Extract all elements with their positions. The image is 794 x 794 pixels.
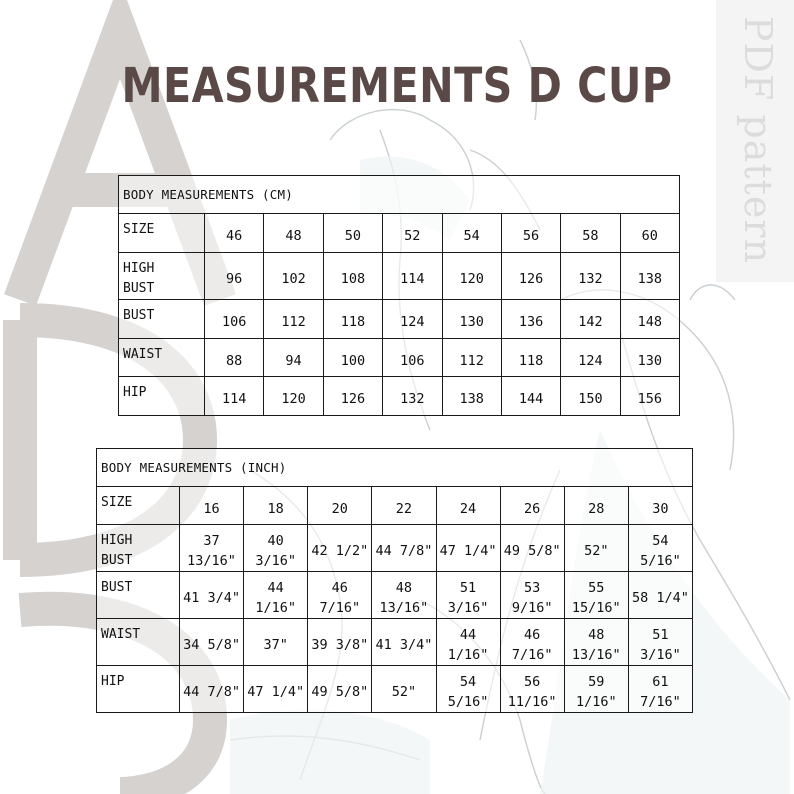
table-cell: 37" <box>244 619 308 666</box>
table-cell: 126 <box>501 253 560 300</box>
table-cell: 56 11/16" <box>500 666 564 713</box>
row-label: HIGH BUST <box>119 253 205 300</box>
table-cell: 50 <box>323 214 382 253</box>
table-cell: 44 7/8" <box>372 525 436 572</box>
table-cell: 94 <box>264 339 323 377</box>
table-cell: 120 <box>264 377 323 416</box>
table-cell: 52" <box>564 525 628 572</box>
table-cell: 126 <box>323 377 382 416</box>
table-cell: 52" <box>372 666 436 713</box>
table-cell: 56 <box>501 214 560 253</box>
table-cell: 48 13/16" <box>564 619 628 666</box>
table-cell: 46 <box>205 214 264 253</box>
side-label-text: PDF pattern <box>736 15 781 265</box>
row-label: HIGH BUST <box>97 525 180 572</box>
table-cell: 106 <box>205 300 264 339</box>
row-label: BUST <box>119 300 205 339</box>
table-cell: 42 1/2" <box>308 525 372 572</box>
cm-table-header: BODY MEASUREMENTS (CM) <box>119 176 680 214</box>
table-cell: 96 <box>205 253 264 300</box>
table-cell: 55 15/16" <box>564 572 628 619</box>
table-cell: 39 3/8" <box>308 619 372 666</box>
table-cell: 148 <box>620 300 679 339</box>
table-cell: 58 <box>561 214 620 253</box>
row-label: HIP <box>97 666 180 713</box>
side-label <box>736 15 781 265</box>
table-cell: 30 <box>628 487 692 525</box>
inch-measurements-table <box>96 448 693 713</box>
table-cell: 24 <box>436 487 500 525</box>
table-cell: 156 <box>620 377 679 416</box>
table-cell: 106 <box>383 339 442 377</box>
row-label: WAIST <box>97 619 180 666</box>
row-label: WAIST <box>119 339 205 377</box>
table-cell: 59 1/16" <box>564 666 628 713</box>
table-cell: 112 <box>442 339 501 377</box>
table-cell: 40 3/16" <box>244 525 308 572</box>
table-cell: 136 <box>501 300 560 339</box>
table-cell: 54 5/16" <box>628 525 692 572</box>
table-row <box>119 300 680 339</box>
row-label: SIZE <box>119 214 205 253</box>
table-cell: 138 <box>620 253 679 300</box>
table-cell: 130 <box>620 339 679 377</box>
table-cell: 48 13/16" <box>372 572 436 619</box>
table-cell: 22 <box>372 487 436 525</box>
table-row <box>97 666 693 713</box>
table-cell: 58 1/4" <box>628 572 692 619</box>
table-cell: 34 5/8" <box>180 619 244 666</box>
table-cell: 46 7/16" <box>500 619 564 666</box>
table-row <box>97 487 693 525</box>
table-cell: 44 1/16" <box>436 619 500 666</box>
table-cell: 37 13/16" <box>180 525 244 572</box>
table-row <box>119 253 680 300</box>
table-cell: 118 <box>501 339 560 377</box>
table-cell: 100 <box>323 339 382 377</box>
table-row <box>119 339 680 377</box>
table-cell: 53 9/16" <box>500 572 564 619</box>
table-cell: 52 <box>383 214 442 253</box>
table-cell: 142 <box>561 300 620 339</box>
table-cell: 54 5/16" <box>436 666 500 713</box>
table-cell: 47 1/4" <box>244 666 308 713</box>
table-cell: 46 7/16" <box>308 572 372 619</box>
table-cell: 124 <box>561 339 620 377</box>
table-cell: 138 <box>442 377 501 416</box>
table-cell: 48 <box>264 214 323 253</box>
table-cell: 41 3/4" <box>180 572 244 619</box>
row-label: SIZE <box>97 487 180 525</box>
table-cell: 47 1/4" <box>436 525 500 572</box>
table-cell: 16 <box>180 487 244 525</box>
table-cell: 44 7/8" <box>180 666 244 713</box>
table-cell: 144 <box>501 377 560 416</box>
cm-measurements-table <box>118 175 680 416</box>
table-row <box>97 572 693 619</box>
table-cell: 118 <box>323 300 382 339</box>
row-label: HIP <box>119 377 205 416</box>
table-cell: 41 3/4" <box>372 619 436 666</box>
table-cell: 44 1/16" <box>244 572 308 619</box>
table-cell: 108 <box>323 253 382 300</box>
table-cell: 49 5/8" <box>500 525 564 572</box>
table-cell: 26 <box>500 487 564 525</box>
table-cell: 114 <box>383 253 442 300</box>
table-cell: 132 <box>561 253 620 300</box>
inch-table-header: BODY MEASUREMENTS (INCH) <box>97 449 693 487</box>
table-cell: 112 <box>264 300 323 339</box>
page-title: MEASUREMENTS D CUP <box>121 58 673 114</box>
table-cell: 49 5/8" <box>308 666 372 713</box>
table-cell: 51 3/16" <box>628 619 692 666</box>
table-row <box>97 525 693 572</box>
table-cell: 61 7/16" <box>628 666 692 713</box>
table-row <box>119 214 680 253</box>
table-cell: 60 <box>620 214 679 253</box>
table-cell: 54 <box>442 214 501 253</box>
table-cell: 51 3/16" <box>436 572 500 619</box>
table-cell: 88 <box>205 339 264 377</box>
table-cell: 18 <box>244 487 308 525</box>
table-cell: 150 <box>561 377 620 416</box>
table-cell: 114 <box>205 377 264 416</box>
table-cell: 132 <box>383 377 442 416</box>
table-cell: 124 <box>383 300 442 339</box>
table-cell: 120 <box>442 253 501 300</box>
table-cell: 102 <box>264 253 323 300</box>
table-row <box>119 377 680 416</box>
table-cell: 28 <box>564 487 628 525</box>
table-cell: 20 <box>308 487 372 525</box>
row-label: BUST <box>97 572 180 619</box>
table-cell: 130 <box>442 300 501 339</box>
table-row <box>97 619 693 666</box>
